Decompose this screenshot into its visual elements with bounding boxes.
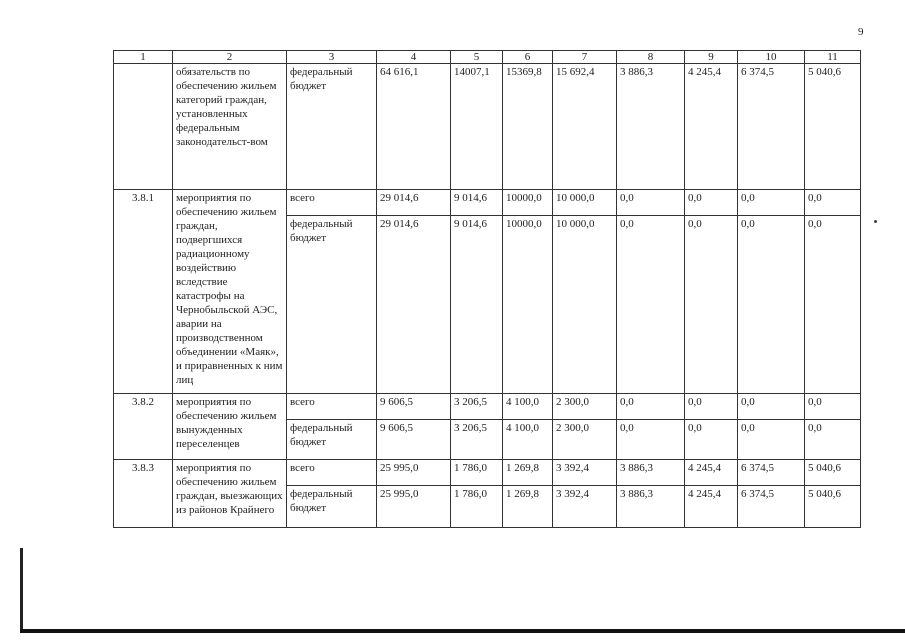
value-cell: 10000,0 [503, 190, 553, 216]
value-cell: 0,0 [805, 216, 861, 394]
value-cell: 1 786,0 [451, 460, 503, 486]
value-cell: 0,0 [685, 216, 738, 394]
value-cell: 64 616,1 [377, 64, 451, 190]
value-cell: 10 000,0 [553, 216, 617, 394]
value-cell: 0,0 [738, 190, 805, 216]
table-row [114, 394, 861, 420]
funding-source: всего [287, 394, 377, 420]
value-cell: 25 995,0 [377, 486, 451, 528]
funding-source: федеральный бюджет [287, 64, 377, 190]
item-number: 3.8.1 [114, 190, 173, 394]
item-description: мероприятия по обеспечению жильем граждан, выезжающих из районов Крайнего [173, 460, 287, 528]
item-number [114, 64, 173, 190]
column-number: 10 [738, 51, 805, 64]
column-number: 9 [685, 51, 738, 64]
value-cell: 9 606,5 [377, 394, 451, 420]
value-cell: 10000,0 [503, 216, 553, 394]
value-cell: 0,0 [617, 420, 685, 460]
item-description: мероприятия по обеспечению жильем вынужденных переселенцев [173, 394, 287, 460]
value-cell: 0,0 [805, 394, 861, 420]
item-number: 3.8.3 [114, 460, 173, 528]
value-cell: 9 014,6 [451, 190, 503, 216]
value-cell: 0,0 [738, 394, 805, 420]
value-cell: 9 606,5 [377, 420, 451, 460]
value-cell: 4 245,4 [685, 486, 738, 528]
column-number: 1 [114, 51, 173, 64]
table-row [114, 64, 861, 190]
value-cell: 5 040,6 [805, 460, 861, 486]
column-number: 5 [451, 51, 503, 64]
budget-table [113, 50, 861, 528]
page-number: 9 [858, 26, 864, 38]
funding-source: федеральный бюджет [287, 420, 377, 460]
value-cell: 29 014,6 [377, 216, 451, 394]
value-cell: 3 392,4 [553, 460, 617, 486]
funding-source: всего [287, 190, 377, 216]
value-cell: 0,0 [617, 394, 685, 420]
value-cell: 4 245,4 [685, 64, 738, 190]
value-cell: 15 692,4 [553, 64, 617, 190]
table-row [114, 460, 861, 486]
funding-source: федеральный бюджет [287, 216, 377, 394]
value-cell: 3 886,3 [617, 64, 685, 190]
column-number: 4 [377, 51, 451, 64]
value-cell: 0,0 [805, 420, 861, 460]
value-cell: 29 014,6 [377, 190, 451, 216]
column-number: 11 [805, 51, 861, 64]
value-cell: 6 374,5 [738, 460, 805, 486]
value-cell: 4 100,0 [503, 394, 553, 420]
value-cell: 2 300,0 [553, 420, 617, 460]
value-cell: 4 245,4 [685, 460, 738, 486]
value-cell: 6 374,5 [738, 64, 805, 190]
column-numbers-row [114, 51, 861, 64]
value-cell: 3 392,4 [553, 486, 617, 528]
value-cell: 0,0 [617, 190, 685, 216]
value-cell: 3 206,5 [451, 394, 503, 420]
value-cell: 3 886,3 [617, 486, 685, 528]
value-cell: 5 040,6 [805, 486, 861, 528]
value-cell: 1 269,8 [503, 486, 553, 528]
value-cell: 1 269,8 [503, 460, 553, 486]
funding-source: федеральный бюджет [287, 486, 377, 528]
table-row [114, 190, 861, 216]
value-cell: 14007,1 [451, 64, 503, 190]
value-cell: 0,0 [685, 394, 738, 420]
item-description: обязательств по обеспечению жильем категорий граждан, установленных федеральным законодательст-вом [173, 64, 287, 190]
item-number: 3.8.2 [114, 394, 173, 460]
value-cell: 15369,8 [503, 64, 553, 190]
scan-artifact [874, 220, 877, 223]
value-cell: 0,0 [738, 216, 805, 394]
column-number: 8 [617, 51, 685, 64]
value-cell: 5 040,6 [805, 64, 861, 190]
funding-source: всего [287, 460, 377, 486]
value-cell: 25 995,0 [377, 460, 451, 486]
value-cell: 1 786,0 [451, 486, 503, 528]
value-cell: 6 374,5 [738, 486, 805, 528]
column-number: 3 [287, 51, 377, 64]
page-edge-shadow [20, 629, 905, 633]
value-cell: 2 300,0 [553, 394, 617, 420]
value-cell: 10 000,0 [553, 190, 617, 216]
value-cell: 0,0 [685, 190, 738, 216]
value-cell: 3 886,3 [617, 460, 685, 486]
item-description: мероприятия по обеспечению жильем граждан, подвергшихся радиационному воздействию вследствие катастрофы на Чернобыльской АЭС, аварии на производственном объединении «Маяк», и приравненных к ним лиц [173, 190, 287, 394]
column-number: 7 [553, 51, 617, 64]
value-cell: 3 206,5 [451, 420, 503, 460]
page-edge-shadow [20, 548, 23, 632]
column-number: 2 [173, 51, 287, 64]
value-cell: 4 100,0 [503, 420, 553, 460]
value-cell: 0,0 [738, 420, 805, 460]
value-cell: 0,0 [685, 420, 738, 460]
value-cell: 9 014,6 [451, 216, 503, 394]
value-cell: 0,0 [805, 190, 861, 216]
value-cell: 0,0 [617, 216, 685, 394]
column-number: 6 [503, 51, 553, 64]
